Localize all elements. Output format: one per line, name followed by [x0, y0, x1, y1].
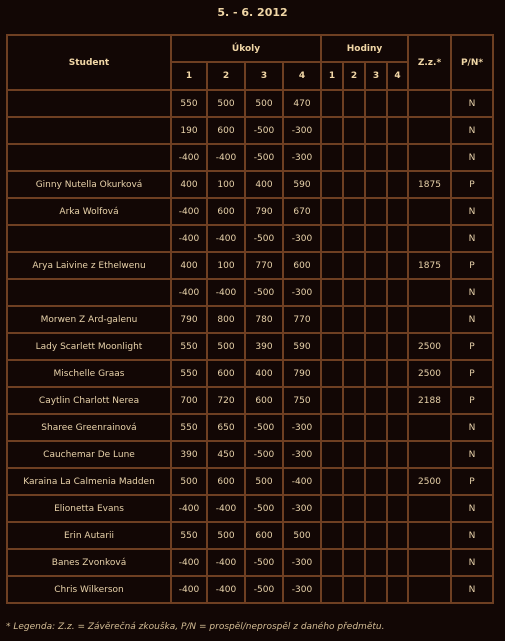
- ukoly-score-cell: -300: [283, 441, 321, 468]
- table-row: [7, 360, 493, 387]
- hodiny-cell: [343, 144, 365, 171]
- table-row: [7, 576, 493, 603]
- ukoly-score-cell: 800: [207, 306, 245, 333]
- hodiny-cell: [343, 333, 365, 360]
- hodiny-cell: [387, 306, 408, 333]
- ukoly-score-cell: -500: [245, 279, 283, 306]
- ukoly-score-cell: 100: [207, 252, 245, 279]
- hodiny-cell: [387, 144, 408, 171]
- ukoly-score-cell: 750: [283, 387, 321, 414]
- ukoly-score-cell: -500: [245, 414, 283, 441]
- ukoly-score-cell: -400: [207, 495, 245, 522]
- header-ukoly-col: 4: [283, 62, 321, 90]
- pass-fail-cell: N: [451, 144, 493, 171]
- hodiny-cell: [365, 90, 387, 117]
- ukoly-score-cell: 790: [171, 306, 207, 333]
- hodiny-cell: [321, 90, 343, 117]
- ukoly-score-cell: -400: [171, 225, 207, 252]
- ukoly-score-cell: 400: [171, 171, 207, 198]
- student-name-cell: Arka Wolfová: [7, 198, 171, 225]
- table-row: [7, 495, 493, 522]
- ukoly-score-cell: 400: [171, 252, 207, 279]
- pass-fail-cell: N: [451, 306, 493, 333]
- hodiny-cell: [343, 414, 365, 441]
- hodiny-cell: [321, 198, 343, 225]
- ukoly-score-cell: -300: [283, 144, 321, 171]
- student-name-cell: Sharee Greenrainová: [7, 414, 171, 441]
- student-name-cell: Cauchemar De Lune: [7, 441, 171, 468]
- ukoly-score-cell: -500: [245, 441, 283, 468]
- header-hodiny-col: 4: [387, 62, 408, 90]
- ukoly-score-cell: 790: [283, 360, 321, 387]
- ukoly-score-cell: -300: [283, 117, 321, 144]
- header-hodiny-col: 2: [343, 62, 365, 90]
- pass-fail-cell: N: [451, 117, 493, 144]
- header-zz: Z.z.*: [408, 35, 451, 90]
- hodiny-cell: [343, 495, 365, 522]
- ukoly-score-cell: 600: [207, 198, 245, 225]
- ukoly-score-cell: -500: [245, 117, 283, 144]
- hodiny-cell: [365, 252, 387, 279]
- hodiny-cell: [321, 468, 343, 495]
- hodiny-cell: [343, 279, 365, 306]
- pass-fail-cell: N: [451, 576, 493, 603]
- hodiny-cell: [321, 522, 343, 549]
- pass-fail-cell: N: [451, 225, 493, 252]
- ukoly-score-cell: 600: [207, 117, 245, 144]
- hodiny-cell: [343, 306, 365, 333]
- header-hodiny-col: 1: [321, 62, 343, 90]
- zz-score-cell: [408, 90, 451, 117]
- hodiny-cell: [321, 387, 343, 414]
- hodiny-cell: [387, 441, 408, 468]
- ukoly-score-cell: 550: [171, 414, 207, 441]
- hodiny-cell: [387, 414, 408, 441]
- hodiny-cell: [365, 279, 387, 306]
- hodiny-cell: [343, 360, 365, 387]
- hodiny-cell: [365, 144, 387, 171]
- ukoly-score-cell: 650: [207, 414, 245, 441]
- ukoly-score-cell: 770: [283, 306, 321, 333]
- table-row: [7, 225, 493, 252]
- ukoly-score-cell: -300: [283, 549, 321, 576]
- zz-score-cell: [408, 144, 451, 171]
- ukoly-score-cell: 500: [207, 522, 245, 549]
- pass-fail-cell: N: [451, 522, 493, 549]
- hodiny-cell: [387, 360, 408, 387]
- ukoly-score-cell: 600: [207, 468, 245, 495]
- hodiny-cell: [387, 468, 408, 495]
- hodiny-cell: [343, 387, 365, 414]
- ukoly-score-cell: 550: [171, 522, 207, 549]
- ukoly-score-cell: 450: [207, 441, 245, 468]
- ukoly-score-cell: -400: [207, 144, 245, 171]
- ukoly-score-cell: 400: [245, 171, 283, 198]
- table-row: [7, 468, 493, 495]
- ukoly-score-cell: -500: [245, 495, 283, 522]
- zz-score-cell: 2500: [408, 360, 451, 387]
- table-row: [7, 333, 493, 360]
- table-row: [7, 198, 493, 225]
- pass-fail-cell: N: [451, 549, 493, 576]
- header-ukoly-col: 3: [245, 62, 283, 90]
- pass-fail-cell: N: [451, 90, 493, 117]
- hodiny-cell: [343, 549, 365, 576]
- hodiny-cell: [365, 117, 387, 144]
- ukoly-score-cell: 700: [171, 387, 207, 414]
- header-student: Student: [7, 35, 171, 90]
- hodiny-cell: [321, 549, 343, 576]
- hodiny-cell: [343, 522, 365, 549]
- hodiny-cell: [321, 171, 343, 198]
- ukoly-score-cell: 500: [171, 468, 207, 495]
- grades-table: [6, 34, 494, 604]
- pass-fail-cell: N: [451, 414, 493, 441]
- hodiny-cell: [321, 441, 343, 468]
- table-row: [7, 117, 493, 144]
- hodiny-cell: [387, 225, 408, 252]
- zz-score-cell: [408, 441, 451, 468]
- ukoly-score-cell: -500: [245, 225, 283, 252]
- ukoly-score-cell: 550: [171, 90, 207, 117]
- student-name-cell: [7, 90, 171, 117]
- page-title: 5. - 6. 2012: [217, 6, 288, 19]
- hodiny-cell: [387, 198, 408, 225]
- zz-score-cell: 1875: [408, 171, 451, 198]
- hodiny-cell: [387, 522, 408, 549]
- ukoly-score-cell: 100: [207, 171, 245, 198]
- hodiny-cell: [321, 252, 343, 279]
- zz-score-cell: [408, 306, 451, 333]
- ukoly-score-cell: -400: [207, 279, 245, 306]
- hodiny-cell: [321, 333, 343, 360]
- zz-score-cell: [408, 576, 451, 603]
- hodiny-cell: [365, 414, 387, 441]
- ukoly-score-cell: 600: [207, 360, 245, 387]
- ukoly-score-cell: 600: [283, 252, 321, 279]
- ukoly-score-cell: 790: [245, 198, 283, 225]
- hodiny-cell: [343, 576, 365, 603]
- ukoly-score-cell: 500: [207, 333, 245, 360]
- ukoly-score-cell: -400: [171, 279, 207, 306]
- ukoly-score-cell: -500: [245, 549, 283, 576]
- header-ukoly: Úkoly: [171, 35, 321, 62]
- ukoly-score-cell: -400: [171, 198, 207, 225]
- ukoly-score-cell: -400: [207, 576, 245, 603]
- zz-score-cell: 2188: [408, 387, 451, 414]
- ukoly-score-cell: 600: [245, 522, 283, 549]
- hodiny-cell: [365, 468, 387, 495]
- header-ukoly-col: 2: [207, 62, 245, 90]
- hodiny-cell: [321, 225, 343, 252]
- hodiny-cell: [387, 333, 408, 360]
- hodiny-cell: [343, 198, 365, 225]
- hodiny-cell: [365, 495, 387, 522]
- table-row: [7, 252, 493, 279]
- pass-fail-cell: P: [451, 333, 493, 360]
- hodiny-cell: [321, 279, 343, 306]
- hodiny-cell: [321, 144, 343, 171]
- table-row: [7, 387, 493, 414]
- hodiny-cell: [365, 360, 387, 387]
- ukoly-score-cell: 550: [171, 333, 207, 360]
- student-name-cell: Karaina La Calmenia Madden: [7, 468, 171, 495]
- ukoly-score-cell: -300: [283, 495, 321, 522]
- ukoly-score-cell: -300: [283, 279, 321, 306]
- ukoly-score-cell: -500: [245, 576, 283, 603]
- table-row: [7, 414, 493, 441]
- ukoly-score-cell: -400: [171, 495, 207, 522]
- hodiny-cell: [321, 117, 343, 144]
- ukoly-score-cell: 550: [171, 360, 207, 387]
- ukoly-score-cell: 500: [245, 468, 283, 495]
- pass-fail-cell: P: [451, 252, 493, 279]
- hodiny-cell: [343, 252, 365, 279]
- hodiny-cell: [321, 576, 343, 603]
- hodiny-cell: [387, 495, 408, 522]
- hodiny-cell: [387, 117, 408, 144]
- zz-score-cell: [408, 495, 451, 522]
- hodiny-cell: [343, 90, 365, 117]
- student-name-cell: [7, 279, 171, 306]
- pass-fail-cell: N: [451, 279, 493, 306]
- hodiny-cell: [387, 90, 408, 117]
- zz-score-cell: 1875: [408, 252, 451, 279]
- ukoly-score-cell: -400: [171, 144, 207, 171]
- zz-score-cell: [408, 522, 451, 549]
- hodiny-cell: [365, 306, 387, 333]
- hodiny-cell: [387, 549, 408, 576]
- student-name-cell: Elionetta Evans: [7, 495, 171, 522]
- hodiny-cell: [365, 441, 387, 468]
- hodiny-cell: [365, 333, 387, 360]
- ukoly-score-cell: -400: [283, 468, 321, 495]
- legend-note: * Legenda: Z.z. = Závěrečná zkouška, P/N = prospěl/neprospěl z daného předmětu.: [6, 622, 385, 632]
- pass-fail-cell: P: [451, 171, 493, 198]
- student-name-cell: Lady Scarlett Moonlight: [7, 333, 171, 360]
- table-row: [7, 549, 493, 576]
- ukoly-score-cell: -400: [171, 576, 207, 603]
- hodiny-cell: [343, 225, 365, 252]
- header-hodiny-col: 3: [365, 62, 387, 90]
- ukoly-score-cell: -500: [245, 144, 283, 171]
- zz-score-cell: [408, 549, 451, 576]
- ukoly-score-cell: -300: [283, 225, 321, 252]
- hodiny-cell: [321, 495, 343, 522]
- ukoly-score-cell: 470: [283, 90, 321, 117]
- table-body: [7, 90, 493, 603]
- hodiny-cell: [387, 279, 408, 306]
- hodiny-cell: [343, 171, 365, 198]
- hodiny-cell: [365, 198, 387, 225]
- zz-score-cell: [408, 279, 451, 306]
- pass-fail-cell: N: [451, 495, 493, 522]
- ukoly-score-cell: 770: [245, 252, 283, 279]
- hodiny-cell: [387, 252, 408, 279]
- student-name-cell: Mischelle Graas: [7, 360, 171, 387]
- table-row: [7, 522, 493, 549]
- hodiny-cell: [387, 171, 408, 198]
- student-name-cell: Banes Zvonková: [7, 549, 171, 576]
- student-name-cell: Ginny Nutella Okurková: [7, 171, 171, 198]
- student-name-cell: [7, 117, 171, 144]
- pass-fail-cell: P: [451, 468, 493, 495]
- zz-score-cell: 2500: [408, 333, 451, 360]
- table-row: [7, 90, 493, 117]
- student-name-cell: Arya Laivine z Ethelwenu: [7, 252, 171, 279]
- ukoly-score-cell: -300: [283, 414, 321, 441]
- ukoly-score-cell: 600: [245, 387, 283, 414]
- ukoly-score-cell: 400: [245, 360, 283, 387]
- student-name-cell: Morwen Z Ard-galenu: [7, 306, 171, 333]
- pass-fail-cell: N: [451, 441, 493, 468]
- ukoly-score-cell: 670: [283, 198, 321, 225]
- ukoly-score-cell: 590: [283, 171, 321, 198]
- hodiny-cell: [387, 576, 408, 603]
- header-ukoly-col: 1: [171, 62, 207, 90]
- student-name-cell: Erin Autarii: [7, 522, 171, 549]
- header-pn: P/N*: [451, 35, 493, 90]
- ukoly-score-cell: 500: [283, 522, 321, 549]
- student-name-cell: Chris Wilkerson: [7, 576, 171, 603]
- ukoly-score-cell: 390: [171, 441, 207, 468]
- hodiny-cell: [343, 117, 365, 144]
- ukoly-score-cell: 720: [207, 387, 245, 414]
- hodiny-cell: [365, 522, 387, 549]
- zz-score-cell: [408, 117, 451, 144]
- hodiny-cell: [321, 414, 343, 441]
- student-name-cell: [7, 225, 171, 252]
- hodiny-cell: [321, 360, 343, 387]
- ukoly-score-cell: 780: [245, 306, 283, 333]
- table-row: [7, 441, 493, 468]
- hodiny-cell: [365, 549, 387, 576]
- student-name-cell: [7, 144, 171, 171]
- hodiny-cell: [343, 441, 365, 468]
- zz-score-cell: [408, 225, 451, 252]
- zz-score-cell: [408, 414, 451, 441]
- ukoly-score-cell: -400: [207, 225, 245, 252]
- ukoly-score-cell: 590: [283, 333, 321, 360]
- table-row: [7, 144, 493, 171]
- zz-score-cell: [408, 198, 451, 225]
- hodiny-cell: [321, 306, 343, 333]
- zz-score-cell: 2500: [408, 468, 451, 495]
- ukoly-score-cell: 500: [245, 90, 283, 117]
- hodiny-cell: [387, 387, 408, 414]
- ukoly-score-cell: 500: [207, 90, 245, 117]
- ukoly-score-cell: 190: [171, 117, 207, 144]
- table-row: [7, 171, 493, 198]
- ukoly-score-cell: -400: [171, 549, 207, 576]
- pass-fail-cell: N: [451, 198, 493, 225]
- table-row: [7, 279, 493, 306]
- ukoly-score-cell: -300: [283, 576, 321, 603]
- hodiny-cell: [365, 387, 387, 414]
- student-name-cell: Caytlin Charlott Nerea: [7, 387, 171, 414]
- hodiny-cell: [365, 576, 387, 603]
- ukoly-score-cell: -400: [207, 549, 245, 576]
- pass-fail-cell: P: [451, 387, 493, 414]
- table-row: [7, 306, 493, 333]
- ukoly-score-cell: 390: [245, 333, 283, 360]
- hodiny-cell: [343, 468, 365, 495]
- hodiny-cell: [365, 171, 387, 198]
- hodiny-cell: [365, 225, 387, 252]
- pass-fail-cell: P: [451, 360, 493, 387]
- header-hodiny: Hodiny: [321, 35, 408, 62]
